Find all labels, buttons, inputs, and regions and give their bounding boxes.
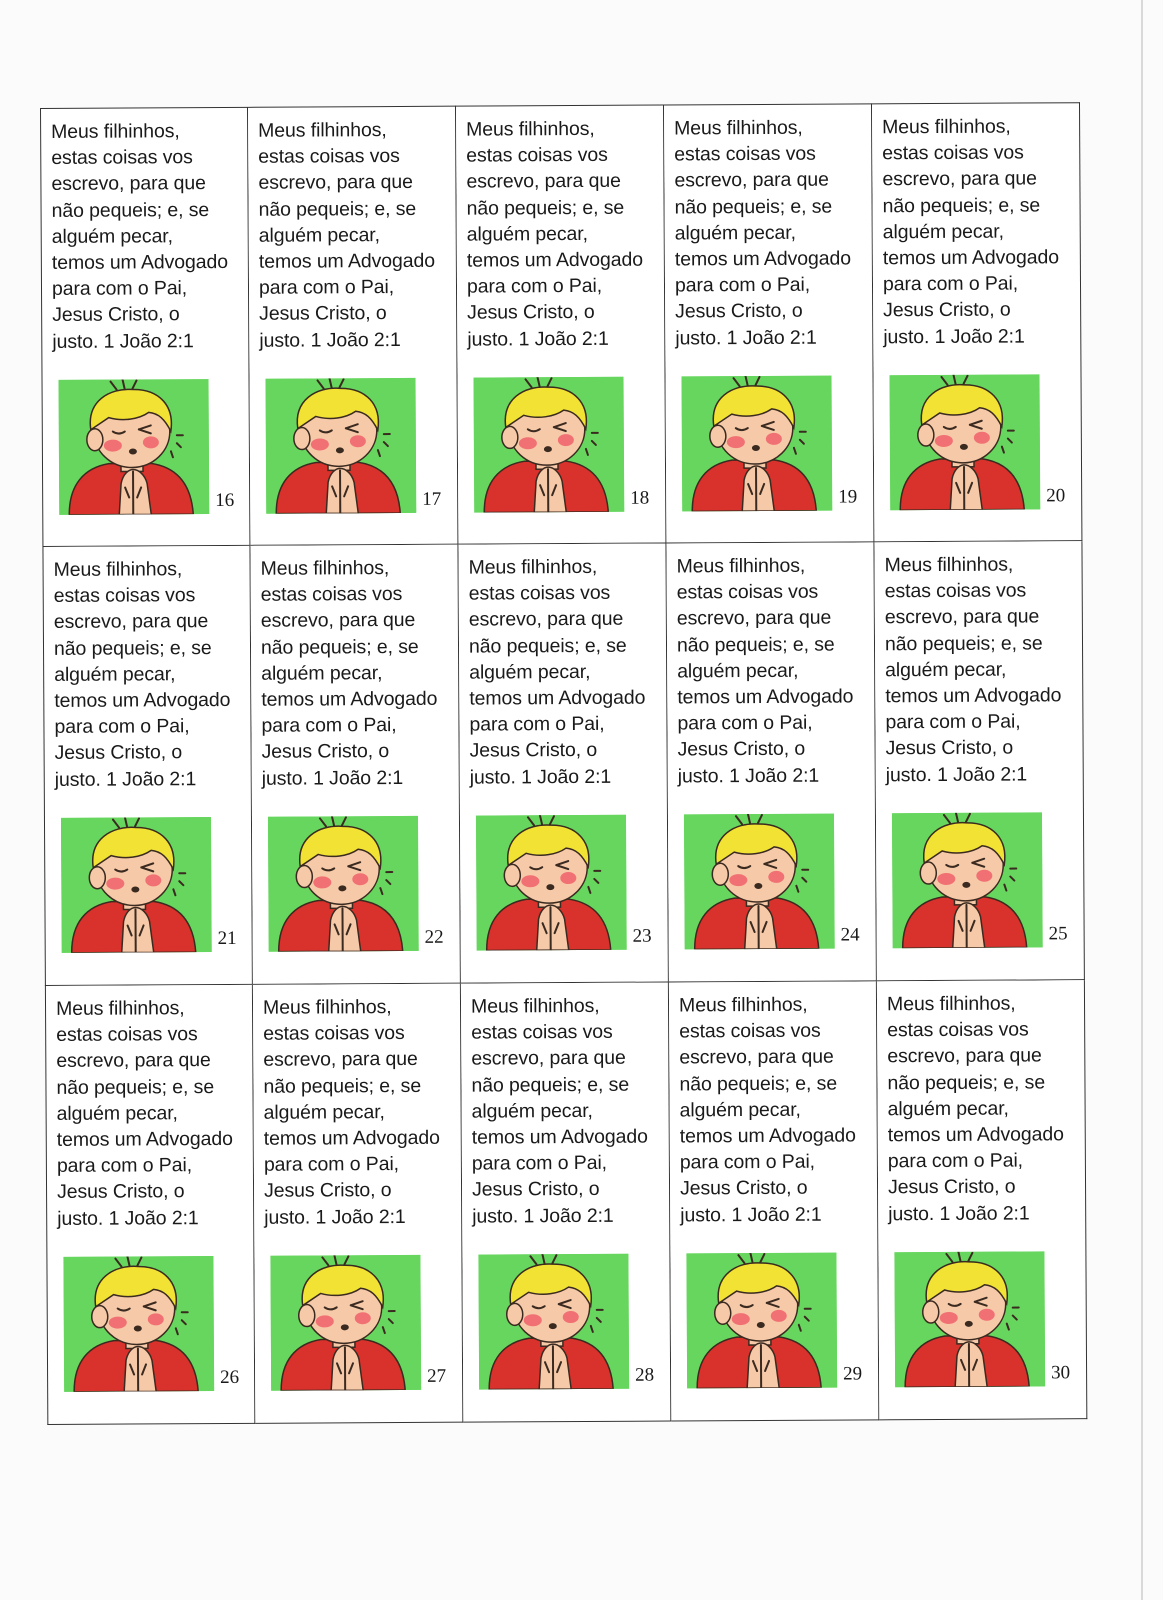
praying-boy-illustration <box>266 378 417 514</box>
praying-boy-icon <box>894 1251 1045 1387</box>
verse-text: Meus filhinhos, estas coisas vos escrevo, para que não pequeis; e, se alguém pecar, temos um Advogado para com o Pai, Jesus Cristo, o justo. 1 João 2:1 <box>55 997 233 1230</box>
verse-text: Meus filhinhos, estas coisas vos escrevo, para que não pequeis; e, se alguém pecar, temos um Advogado para com o Pai, Jesus Cristo, o justo. 1 João 2:1 <box>676 554 854 788</box>
card-number: 20 <box>1046 485 1066 507</box>
praying-boy-illustration <box>59 379 210 515</box>
praying-boy-icon <box>478 1254 629 1390</box>
card-number: 26 <box>220 1366 240 1389</box>
verse-text: Meus filhinhos, estas coisas vos escrevo, para que não pequeis; e, se alguém pecar, temos um Advogado para com o Pai, Jesus Cristo, o justo. 1 João 2:1 <box>260 557 438 790</box>
verse-text: Meus filhinhos, estas coisas vos escrevo, para que não pequeis; e, se alguém pecar, temos um Advogado para com o Pai, Jesus Cristo, o justo. 1 João 2:1 <box>882 115 1059 348</box>
verse-card-17 <box>248 106 458 546</box>
praying-boy-illustration <box>890 374 1041 510</box>
praying-boy-illustration <box>684 814 835 950</box>
verse-text: Meus filhinhos, estas coisas vos escrevo, para que não pequeis; e, se alguém pecar, temos um Advogado para com o Pai, Jesus Cristo, o justo. 1 João 2:1 <box>262 996 440 1229</box>
card-number: 25 <box>1048 923 1068 945</box>
verse-text: Meus filhinhos, estas coisas vos escrevo, para que não pequeis; e, se alguém pecar, temos um Advogado para com o Pai, Jesus Cristo, o justo. 1 João 2:1 <box>468 555 646 789</box>
verse-text: Meus filhinhos, estas coisas vos escrevo, para que não pequeis; e, se alguém pecar, temos um Advogado para com o Pai, Jesus Cristo, o justo. 1 João 2:1 <box>674 116 851 350</box>
praying-boy-illustration <box>686 1253 837 1389</box>
verse-card-19 <box>664 103 874 543</box>
verse-card-16 <box>40 107 250 547</box>
card-number: 19 <box>838 486 858 508</box>
praying-boy-icon <box>684 814 835 950</box>
verse-text: Meus filhinhos, estas coisas vos escrevo, para que não pequeis; e, se alguém pecar, temos um Advogado para com o Pai, Jesus Cristo, o justo. 1 João 2:1 <box>51 120 229 353</box>
card-number: 24 <box>840 924 860 946</box>
praying-boy-icon <box>474 377 625 513</box>
verse-text: Meus filhinhos, estas coisas vos escrevo, para que não pequeis; e, se alguém pecar, temos um Advogado para com o Pai, Jesus Cristo, o justo. 1 João 2:1 <box>886 992 1064 1225</box>
praying-boy-illustration <box>61 817 212 953</box>
verse-card-27 <box>253 984 463 1424</box>
praying-boy-icon <box>476 815 627 951</box>
praying-boy-icon <box>266 378 417 514</box>
praying-boy-icon <box>268 816 419 952</box>
card-number: 16 <box>215 489 235 512</box>
card-number: 29 <box>843 1363 863 1385</box>
verse-card-24 <box>666 542 876 982</box>
praying-boy-illustration <box>474 377 625 513</box>
card-number: 17 <box>422 488 442 510</box>
verse-text: Meus filhinhos, estas coisas vos escrevo, para que não pequeis; e, se alguém pecar, temos um Advogado para com o Pai, Jesus Cristo, o justo. 1 João 2:1 <box>470 994 648 1228</box>
praying-boy-icon <box>686 1253 837 1389</box>
praying-boy-icon <box>890 374 1041 510</box>
card-number: 30 <box>1051 1362 1071 1384</box>
praying-boy-illustration <box>270 1255 421 1391</box>
praying-boy-illustration <box>476 815 627 951</box>
verse-text: Meus filhinhos, estas coisas vos escrevo, para que não pequeis; e, se alguém pecar, temos um Advogado para com o Pai, Jesus Cristo, o justo. 1 João 2:1 <box>466 117 643 351</box>
verse-text: Meus filhinhos, estas coisas vos escrevo, para que não pequeis; e, se alguém pecar, temos um Advogado para com o Pai, Jesus Cristo, o justo. 1 João 2:1 <box>258 119 435 352</box>
card-number: 23 <box>632 925 652 947</box>
praying-boy-illustration <box>682 376 833 512</box>
verse-card-23 <box>458 544 668 984</box>
card-number: 18 <box>630 487 650 509</box>
praying-boy-icon <box>270 1255 421 1391</box>
verse-card-25 <box>874 541 1084 981</box>
verse-text: Meus filhinhos, estas coisas vos escrevo, para que não pequeis; e, se alguém pecar, temos um Advogado para com o Pai, Jesus Cristo, o justo. 1 João 2:1 <box>53 558 231 791</box>
card-number: 21 <box>217 927 237 950</box>
card-sheet <box>40 102 1087 1425</box>
praying-boy-illustration <box>894 1251 1045 1387</box>
verse-card-28 <box>461 983 671 1423</box>
praying-boy-illustration <box>268 816 419 952</box>
praying-boy-icon <box>61 817 212 953</box>
verse-card-22 <box>250 545 460 985</box>
card-number: 28 <box>635 1364 655 1386</box>
verse-card-18 <box>456 105 666 545</box>
verse-card-26 <box>45 985 255 1425</box>
verse-card-20 <box>872 102 1082 542</box>
praying-boy-icon <box>682 376 833 512</box>
verse-card-30 <box>877 980 1087 1420</box>
praying-boy-illustration <box>478 1254 629 1390</box>
praying-boy-icon <box>892 812 1043 948</box>
praying-boy-illustration <box>63 1256 214 1392</box>
praying-boy-illustration <box>892 812 1043 948</box>
verse-card-21 <box>42 546 252 986</box>
praying-boy-icon <box>63 1256 214 1392</box>
verse-text: Meus filhinhos, estas coisas vos escrevo, para que não pequeis; e, se alguém pecar, temos um Advogado para com o Pai, Jesus Cristo, o justo. 1 João 2:1 <box>678 993 856 1227</box>
praying-boy-icon <box>59 379 210 515</box>
card-number: 22 <box>424 926 444 948</box>
verse-text: Meus filhinhos, estas coisas vos escrevo, para que não pequeis; e, se alguém pecar, temos um Advogado para com o Pai, Jesus Cristo, o justo. 1 João 2:1 <box>884 553 1062 786</box>
card-number: 27 <box>427 1365 447 1387</box>
scan-edge <box>1141 0 1143 1600</box>
verse-card-29 <box>669 981 879 1421</box>
